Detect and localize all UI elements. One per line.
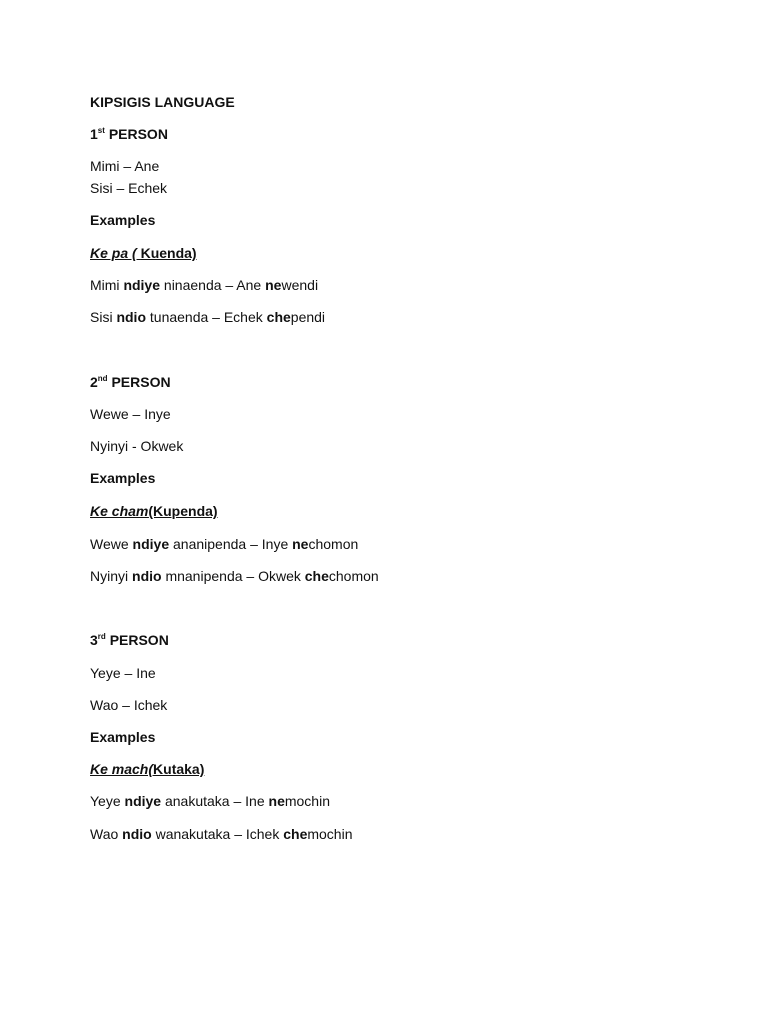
sentence-part: Mimi bbox=[90, 277, 124, 293]
pronoun-line: Mimi – Ane bbox=[90, 158, 160, 174]
sentence-part: Wewe bbox=[90, 536, 133, 552]
sentence-bold-part: ne bbox=[268, 793, 285, 809]
sentence-part: pendi bbox=[290, 309, 326, 325]
sentence-bold-part: che bbox=[304, 568, 329, 584]
section-heading-2nd-person bbox=[90, 373, 171, 391]
example-sentence bbox=[90, 276, 318, 294]
pronoun-line: Yeye – Ine bbox=[90, 665, 156, 681]
example-sentence bbox=[90, 535, 358, 553]
sentence-part: wanakutaka – Ichek bbox=[151, 826, 284, 842]
sentence-bold-part: ndiye bbox=[132, 536, 170, 552]
sentence-part: mochin bbox=[284, 793, 330, 809]
examples-label: Examples bbox=[90, 212, 156, 228]
sentence-part: ninaenda – Ane bbox=[160, 277, 266, 293]
sentence-part: ananipenda – Inye bbox=[169, 536, 293, 552]
heading-word: PERSON bbox=[111, 374, 171, 390]
heading-number: 1 bbox=[90, 126, 98, 142]
heading-number: 2 bbox=[90, 374, 98, 390]
examples-label: Examples bbox=[90, 729, 156, 745]
sentence-part: Sisi bbox=[90, 309, 117, 325]
sentence-part: chomon bbox=[328, 568, 379, 584]
example-sentence bbox=[90, 567, 379, 585]
sentence-bold-part: ne bbox=[265, 277, 282, 293]
heading-number: 3 bbox=[90, 632, 98, 648]
heading-ordinal: nd bbox=[97, 374, 108, 383]
section-heading-3rd-person bbox=[90, 631, 169, 649]
verb-kipsigis: Ke cham bbox=[90, 503, 149, 519]
verb-kipsigis: Ke mach( bbox=[90, 761, 154, 777]
section-heading-1st-person bbox=[90, 125, 168, 143]
verb-swahili: (Kupenda) bbox=[148, 503, 218, 519]
example-sentence bbox=[90, 825, 353, 843]
heading-word: PERSON bbox=[109, 632, 169, 648]
verb-kipsigis: Ke pa ( bbox=[90, 245, 141, 261]
sentence-part: wendi bbox=[281, 277, 319, 293]
sentence-part: mochin bbox=[307, 826, 353, 842]
verb-swahili: Kuenda) bbox=[140, 245, 197, 261]
example-sentence bbox=[90, 308, 325, 326]
sentence-bold-part: che bbox=[283, 826, 308, 842]
sentence-part: Yeye bbox=[90, 793, 125, 809]
sentence-bold-part: ne bbox=[292, 536, 309, 552]
sentence-part: mnanipenda – Okwek bbox=[161, 568, 305, 584]
verb-heading bbox=[90, 760, 204, 778]
example-sentence bbox=[90, 792, 330, 810]
sentence-bold-part: ndio bbox=[132, 568, 162, 584]
pronoun-line: Nyinyi - Okwek bbox=[90, 438, 184, 454]
sentence-part: chomon bbox=[308, 536, 359, 552]
sentence-part: anakutaka – Ine bbox=[161, 793, 269, 809]
verb-swahili: Kutaka) bbox=[153, 761, 205, 777]
heading-word: PERSON bbox=[108, 126, 168, 142]
examples-label: Examples bbox=[90, 470, 156, 486]
heading-ordinal: rd bbox=[97, 632, 106, 641]
sentence-part: Wao bbox=[90, 826, 123, 842]
pronoun-line: Sisi – Echek bbox=[90, 180, 168, 196]
sentence-bold-part: che bbox=[266, 309, 291, 325]
verb-heading bbox=[90, 502, 218, 520]
sentence-bold-part: ndio bbox=[122, 826, 152, 842]
verb-heading bbox=[90, 244, 197, 262]
sentence-part: tunaenda – Echek bbox=[146, 309, 267, 325]
document-title: KIPSIGIS LANGUAGE bbox=[90, 94, 235, 110]
sentence-bold-part: ndiye bbox=[124, 793, 162, 809]
sentence-part: Nyinyi bbox=[90, 568, 133, 584]
pronoun-line: Wao – Ichek bbox=[90, 697, 168, 713]
sentence-bold-part: ndiye bbox=[123, 277, 161, 293]
sentence-bold-part: ndio bbox=[116, 309, 146, 325]
pronoun-line: Wewe – Inye bbox=[90, 406, 171, 422]
heading-ordinal: st bbox=[97, 126, 105, 135]
